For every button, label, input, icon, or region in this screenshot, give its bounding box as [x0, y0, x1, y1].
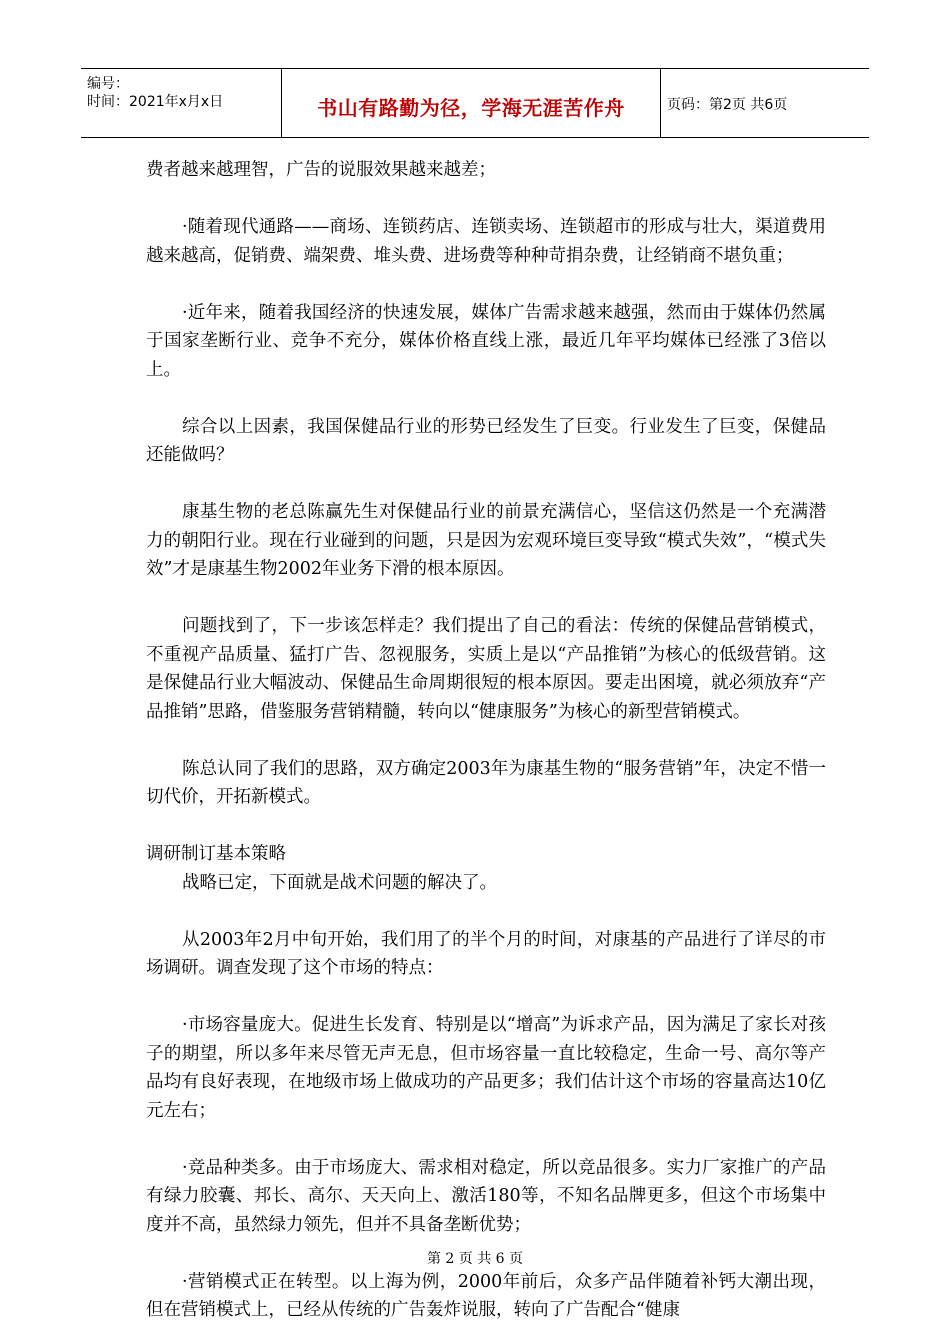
paragraph: 费者越来越理智，广告的说服效果越来越差； — [146, 160, 496, 180]
paragraph: ·随着现代通路——商场、连锁药店、连锁卖场、连锁超市的形成与壮大，渠道费用越来越高，促销费、端架费、堆头费、进场费等种种苛捐杂费，让经销商不堪负重； — [146, 217, 826, 266]
section-heading: 调研制订基本策略 — [146, 844, 286, 864]
paragraph: 综合以上因素，我国保健品行业的形势已经发生了巨变。行业发生了巨变，保健品还能做吗？ — [146, 416, 826, 465]
paragraph: 战略已定，下面就是战术问题的解决了。 — [182, 872, 497, 893]
paragraph: 康基生物的老总陈赢先生对保健品行业的前景充满信心，坚信这仍然是一个充满潜力的朝阳行业。现在行业碰到的问题，只是因为宏观环境巨变导致“模式失效”，“模式失效”才是康基生物2002年业务下滑的根本原因。 — [146, 502, 826, 579]
page-header — [81, 68, 869, 138]
page-footer: 第 2 页 共 6 页 — [426, 1251, 524, 1267]
paragraph: 陈总认同了我们的思路，双方确定2003年为康基生物的“服务营销”年，决定不惜一切代价，开拓新模式。 — [146, 758, 826, 807]
paragraph: ·竞品种类多。由于市场庞大、需求相对稳定，所以竞品很多。实力厂家推广的产品有绿力胶囊、邦长、高尔、天天向上、激活180等，不知名品牌更多，但这个市场集中度并不高，虽然绿力领先，但并不具备垄断优势； — [146, 1157, 826, 1235]
paragraph: ·近年来，随着我国经济的快速发展，媒体广告需求越来越强，然而由于媒体仍然属于国家垄断行业、竞争不充分，媒体价格直线上涨，最近几年平均媒体已经涨了3倍以上。 — [146, 302, 826, 380]
body-text — [146, 156, 826, 1325]
paragraph: 问题找到了，下一步该怎样走？我们提出了自己的看法：传统的保健品营销模式，不重视产品质量、猛打广告、忽视服务，实质上是以“产品推销”为核心的低级营销。这是保健品行业大幅波动、保健品生命周期很短的根本原因。要走出困境，就必须放弃“产品推销”思路，借鉴服务营销精髓，转向以“健康服务”为核心的新型营销模式。 — [146, 616, 826, 722]
paragraph: ·营销模式正在转型。以上海为例，2000年前后，众多产品伴随着补钙大潮出现，但在营销模式上，已经从传统的广告轰炸说服，转向了广告配合“健康 — [146, 1271, 826, 1320]
header-page-cell — [661, 69, 869, 137]
header-motto: 书山有路勤为径，学海无涯苦作舟 — [317, 96, 625, 120]
document-time-label: 时间：2021年x月x日 — [87, 94, 224, 110]
document-number-label: 编号： — [87, 76, 129, 92]
paragraph: 从2003年2月中旬开始，我们用了的半个月的时间，对康基的产品进行了详尽的市场调研。调查发现了这个市场的特点： — [146, 929, 826, 978]
paragraph: ·市场容量庞大。促进生长发育、特别是以“增高”为诉求产品，因为满足了家长对孩子的期望，所以多年来尽管无声无息，但市场容量一直比较稳定，生命一号、高尔等产品均有良好表现，在地级市场上做成功的产品更多；我们估计这个市场的容量高达10亿元左右； — [146, 1015, 826, 1121]
header-motto-cell — [282, 69, 661, 137]
header-page-number: 页码：第2页 共6页 — [667, 97, 788, 113]
header-meta-cell — [81, 69, 282, 137]
